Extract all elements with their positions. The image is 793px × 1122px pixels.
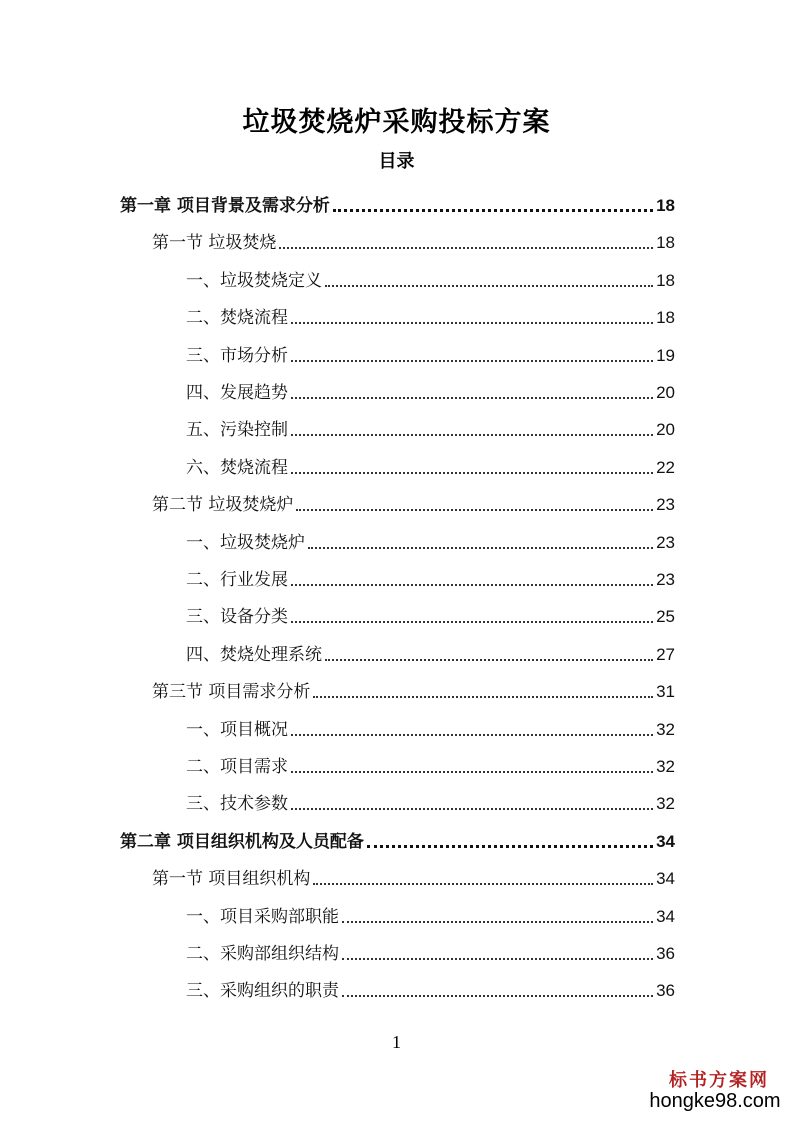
watermark-url: hongke98.com — [649, 1090, 781, 1112]
toc-entry-title: 第二章 项目组织机构及人员配备 — [120, 831, 364, 852]
toc-entry-title: 五、污染控制 — [186, 420, 288, 441]
toc-entry-page-number: 27 — [656, 644, 675, 664]
toc-entry-page-number: 18 — [656, 308, 675, 328]
toc-entry-title: 第二节 垃圾焚烧炉 — [152, 495, 294, 516]
toc-entry-title: 六、焚烧流程 — [186, 457, 288, 478]
toc-dot-leader — [291, 397, 653, 399]
toc-entry[interactable] — [186, 373, 675, 403]
toc-entry-page-number: 36 — [656, 981, 675, 1001]
toc-entry-page-number: 23 — [656, 570, 675, 589]
toc-entry[interactable] — [186, 635, 675, 665]
toc-entry[interactable] — [186, 934, 675, 964]
toc-entry-page-number: 18 — [656, 233, 675, 253]
toc-entry-title: 一、垃圾焚烧炉 — [186, 532, 305, 553]
toc-entry-title: 三、设备分类 — [186, 607, 288, 628]
toc-entry-title: 三、采购组织的职责 — [186, 981, 339, 1002]
toc-entry-page-number: 18 — [656, 196, 675, 215]
toc-dot-leader — [291, 322, 653, 324]
toc-entry-page-number: 22 — [656, 457, 675, 477]
toc-entry[interactable] — [186, 261, 675, 291]
toc-entry-title: 一、垃圾焚烧定义 — [186, 270, 322, 291]
toc-entry[interactable] — [186, 597, 675, 627]
toc-entry[interactable] — [186, 336, 675, 366]
toc-entry-page-number: 20 — [656, 383, 675, 402]
toc-entry-title: 第一节 项目组织机构 — [152, 869, 311, 890]
toc-entry-title: 三、技术参数 — [186, 794, 288, 815]
toc-dot-leader — [291, 771, 653, 773]
toc-entry-page-number: 18 — [656, 270, 675, 290]
toc-entry[interactable] — [186, 523, 675, 553]
toc-entry-page-number: 23 — [656, 532, 675, 552]
toc-entry-page-number: 31 — [656, 682, 675, 702]
toc-dot-leader — [291, 472, 653, 474]
toc-dot-leader — [296, 509, 653, 511]
toc-entry[interactable] — [186, 298, 675, 328]
toc-entry-page-number: 36 — [656, 944, 675, 963]
toc-entry-title: 四、焚烧处理系统 — [186, 644, 322, 665]
toc-entry-page-number: 34 — [656, 906, 675, 926]
toc-entry[interactable] — [186, 784, 675, 814]
toc-heading: 目录 — [378, 151, 415, 172]
toc-dot-leader — [342, 995, 653, 997]
toc-dot-leader — [291, 734, 653, 736]
toc-entry[interactable] — [186, 448, 675, 478]
page-number: 1 — [392, 1032, 401, 1052]
toc-entry-page-number: 20 — [656, 420, 675, 440]
document-title: 垃圾焚烧炉采购投标方案 — [242, 107, 551, 138]
toc-dot-leader — [279, 247, 653, 249]
toc-entry-page-number: 23 — [656, 495, 675, 515]
site-watermark-logo — [640, 1066, 790, 1118]
toc-entry[interactable] — [186, 560, 675, 590]
toc-entry-title: 二、焚烧流程 — [186, 308, 288, 329]
toc-entry-page-number: 32 — [656, 794, 675, 814]
toc-dot-leader — [367, 845, 653, 848]
toc-dot-leader — [325, 659, 653, 661]
toc-dot-leader — [342, 921, 653, 923]
toc-entry[interactable] — [152, 485, 675, 515]
toc-entry-title: 一、项目概况 — [186, 719, 288, 740]
toc-entry-title: 二、项目需求 — [186, 757, 288, 777]
toc-entry[interactable] — [120, 186, 675, 216]
toc-entry-page-number: 34 — [656, 869, 675, 889]
toc-entry-title: 第一章 项目背景及需求分析 — [120, 196, 330, 216]
toc-entry[interactable] — [152, 859, 675, 889]
toc-entry[interactable] — [186, 410, 675, 440]
toc-entry-title: 二、行业发展 — [186, 570, 288, 590]
toc-dot-leader — [313, 696, 653, 698]
watermark-site-name: 标书方案网 — [669, 1070, 769, 1091]
toc-entry-page-number: 19 — [656, 345, 675, 365]
toc-entry[interactable] — [120, 822, 675, 852]
toc-entry[interactable] — [152, 223, 675, 253]
toc-entry-page-number: 32 — [656, 719, 675, 739]
toc-dot-leader — [308, 547, 653, 549]
toc-dot-leader — [325, 285, 653, 287]
toc-entry[interactable] — [186, 897, 675, 927]
toc-entry-title: 四、发展趋势 — [186, 383, 288, 403]
toc-entry[interactable] — [186, 747, 675, 777]
toc-entry-title: 三、市场分析 — [186, 345, 288, 366]
toc-entry-title: 第一节 垃圾焚烧 — [152, 233, 277, 254]
toc-dot-leader — [291, 360, 653, 362]
toc-entry-page-number: 25 — [656, 607, 675, 627]
toc-entry-title: 第三节 项目需求分析 — [152, 682, 311, 703]
toc-entry[interactable] — [186, 971, 675, 1001]
toc-entry-page-number: 32 — [656, 757, 675, 776]
toc-dot-leader — [291, 584, 653, 586]
toc-entry-title: 二、采购部组织结构 — [186, 944, 339, 964]
toc-dot-leader — [333, 209, 653, 212]
toc-entry-title: 一、项目采购部职能 — [186, 906, 339, 927]
toc-entry-page-number: 34 — [656, 831, 675, 851]
toc-entry[interactable] — [186, 710, 675, 740]
toc-entry[interactable] — [152, 672, 675, 702]
toc-dot-leader — [342, 958, 653, 960]
toc-dot-leader — [291, 621, 653, 623]
toc-dot-leader — [313, 883, 653, 885]
toc-dot-leader — [291, 808, 653, 810]
toc-dot-leader — [291, 434, 653, 436]
